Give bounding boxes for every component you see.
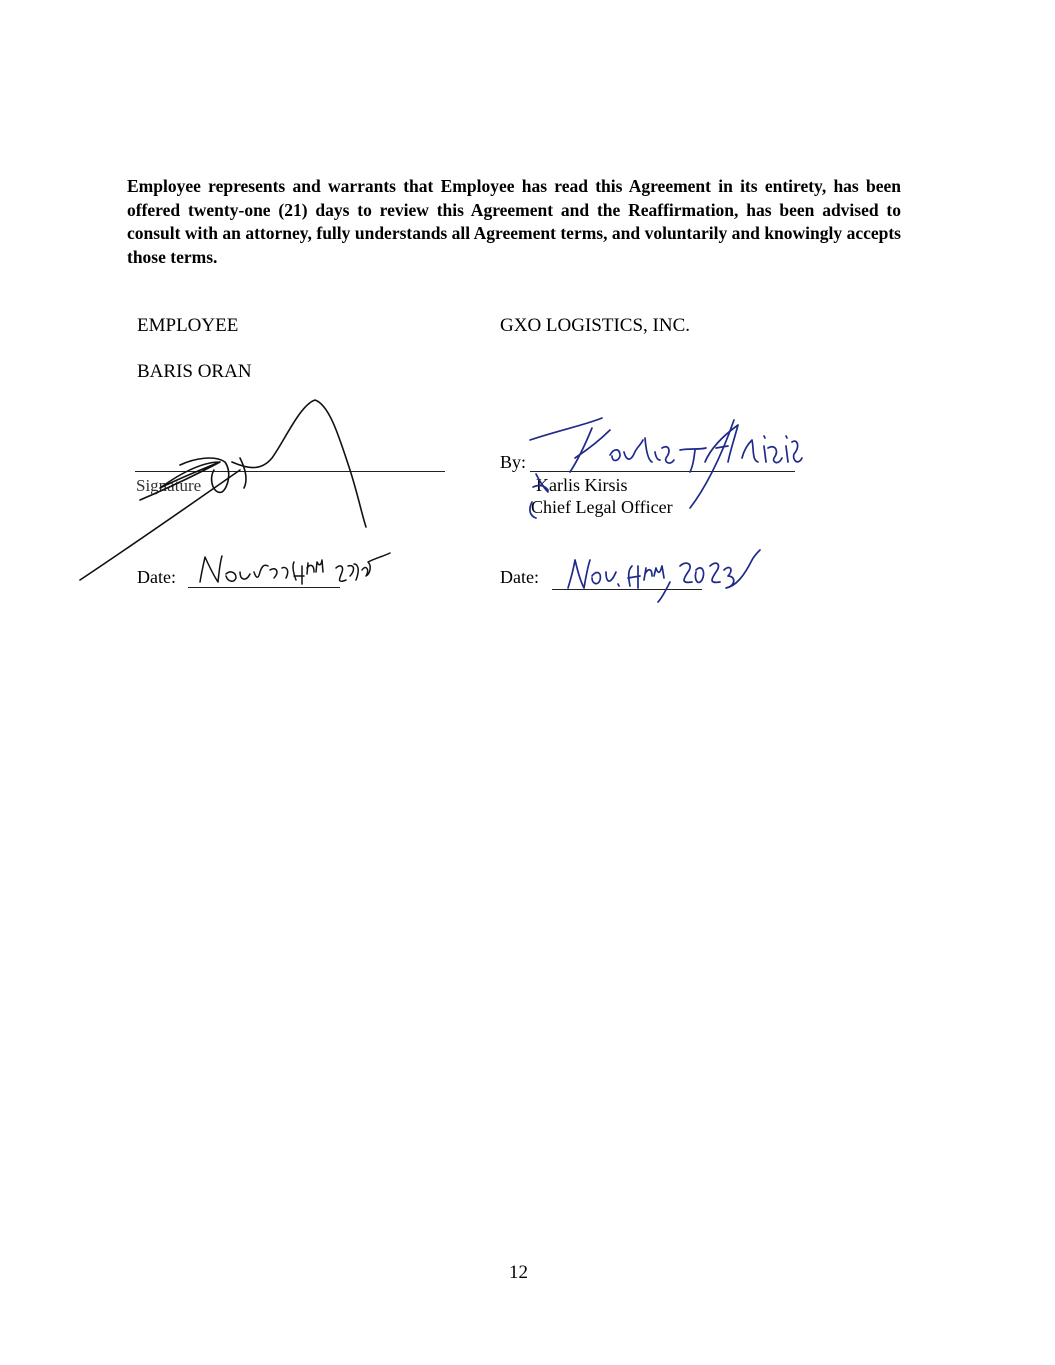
employee-handwritten-date [200,553,390,584]
signer-name: Karlis Kirsis [536,475,628,495]
employee-date-label: Date: [137,567,176,587]
employee-handwritten-signature [80,400,366,580]
company-handwritten-date [568,550,760,602]
by-label: By: [500,452,527,472]
signer-title: Chief Legal Officer [531,497,673,517]
company-date-label: Date: [500,567,539,587]
company-heading: GXO LOGISTICS, INC. [500,315,690,336]
page-number: 12 [509,1262,528,1283]
signature-label: Signature [136,476,202,495]
company-handwritten-signature [530,418,802,518]
acknowledgement-paragraph: Employee represents and warrants that Employee has read this Agreement in its entirety, has been offered twenty-one (21) days to review this Agreement and the Reaffirmation, has been advised to consult with an attorney, fully understands all Agreement terms, and voluntarily and knowingly accepts those terms. [127,176,901,267]
employee-heading: EMPLOYEE [137,315,239,336]
employee-name: BARIS ORAN [137,361,252,382]
